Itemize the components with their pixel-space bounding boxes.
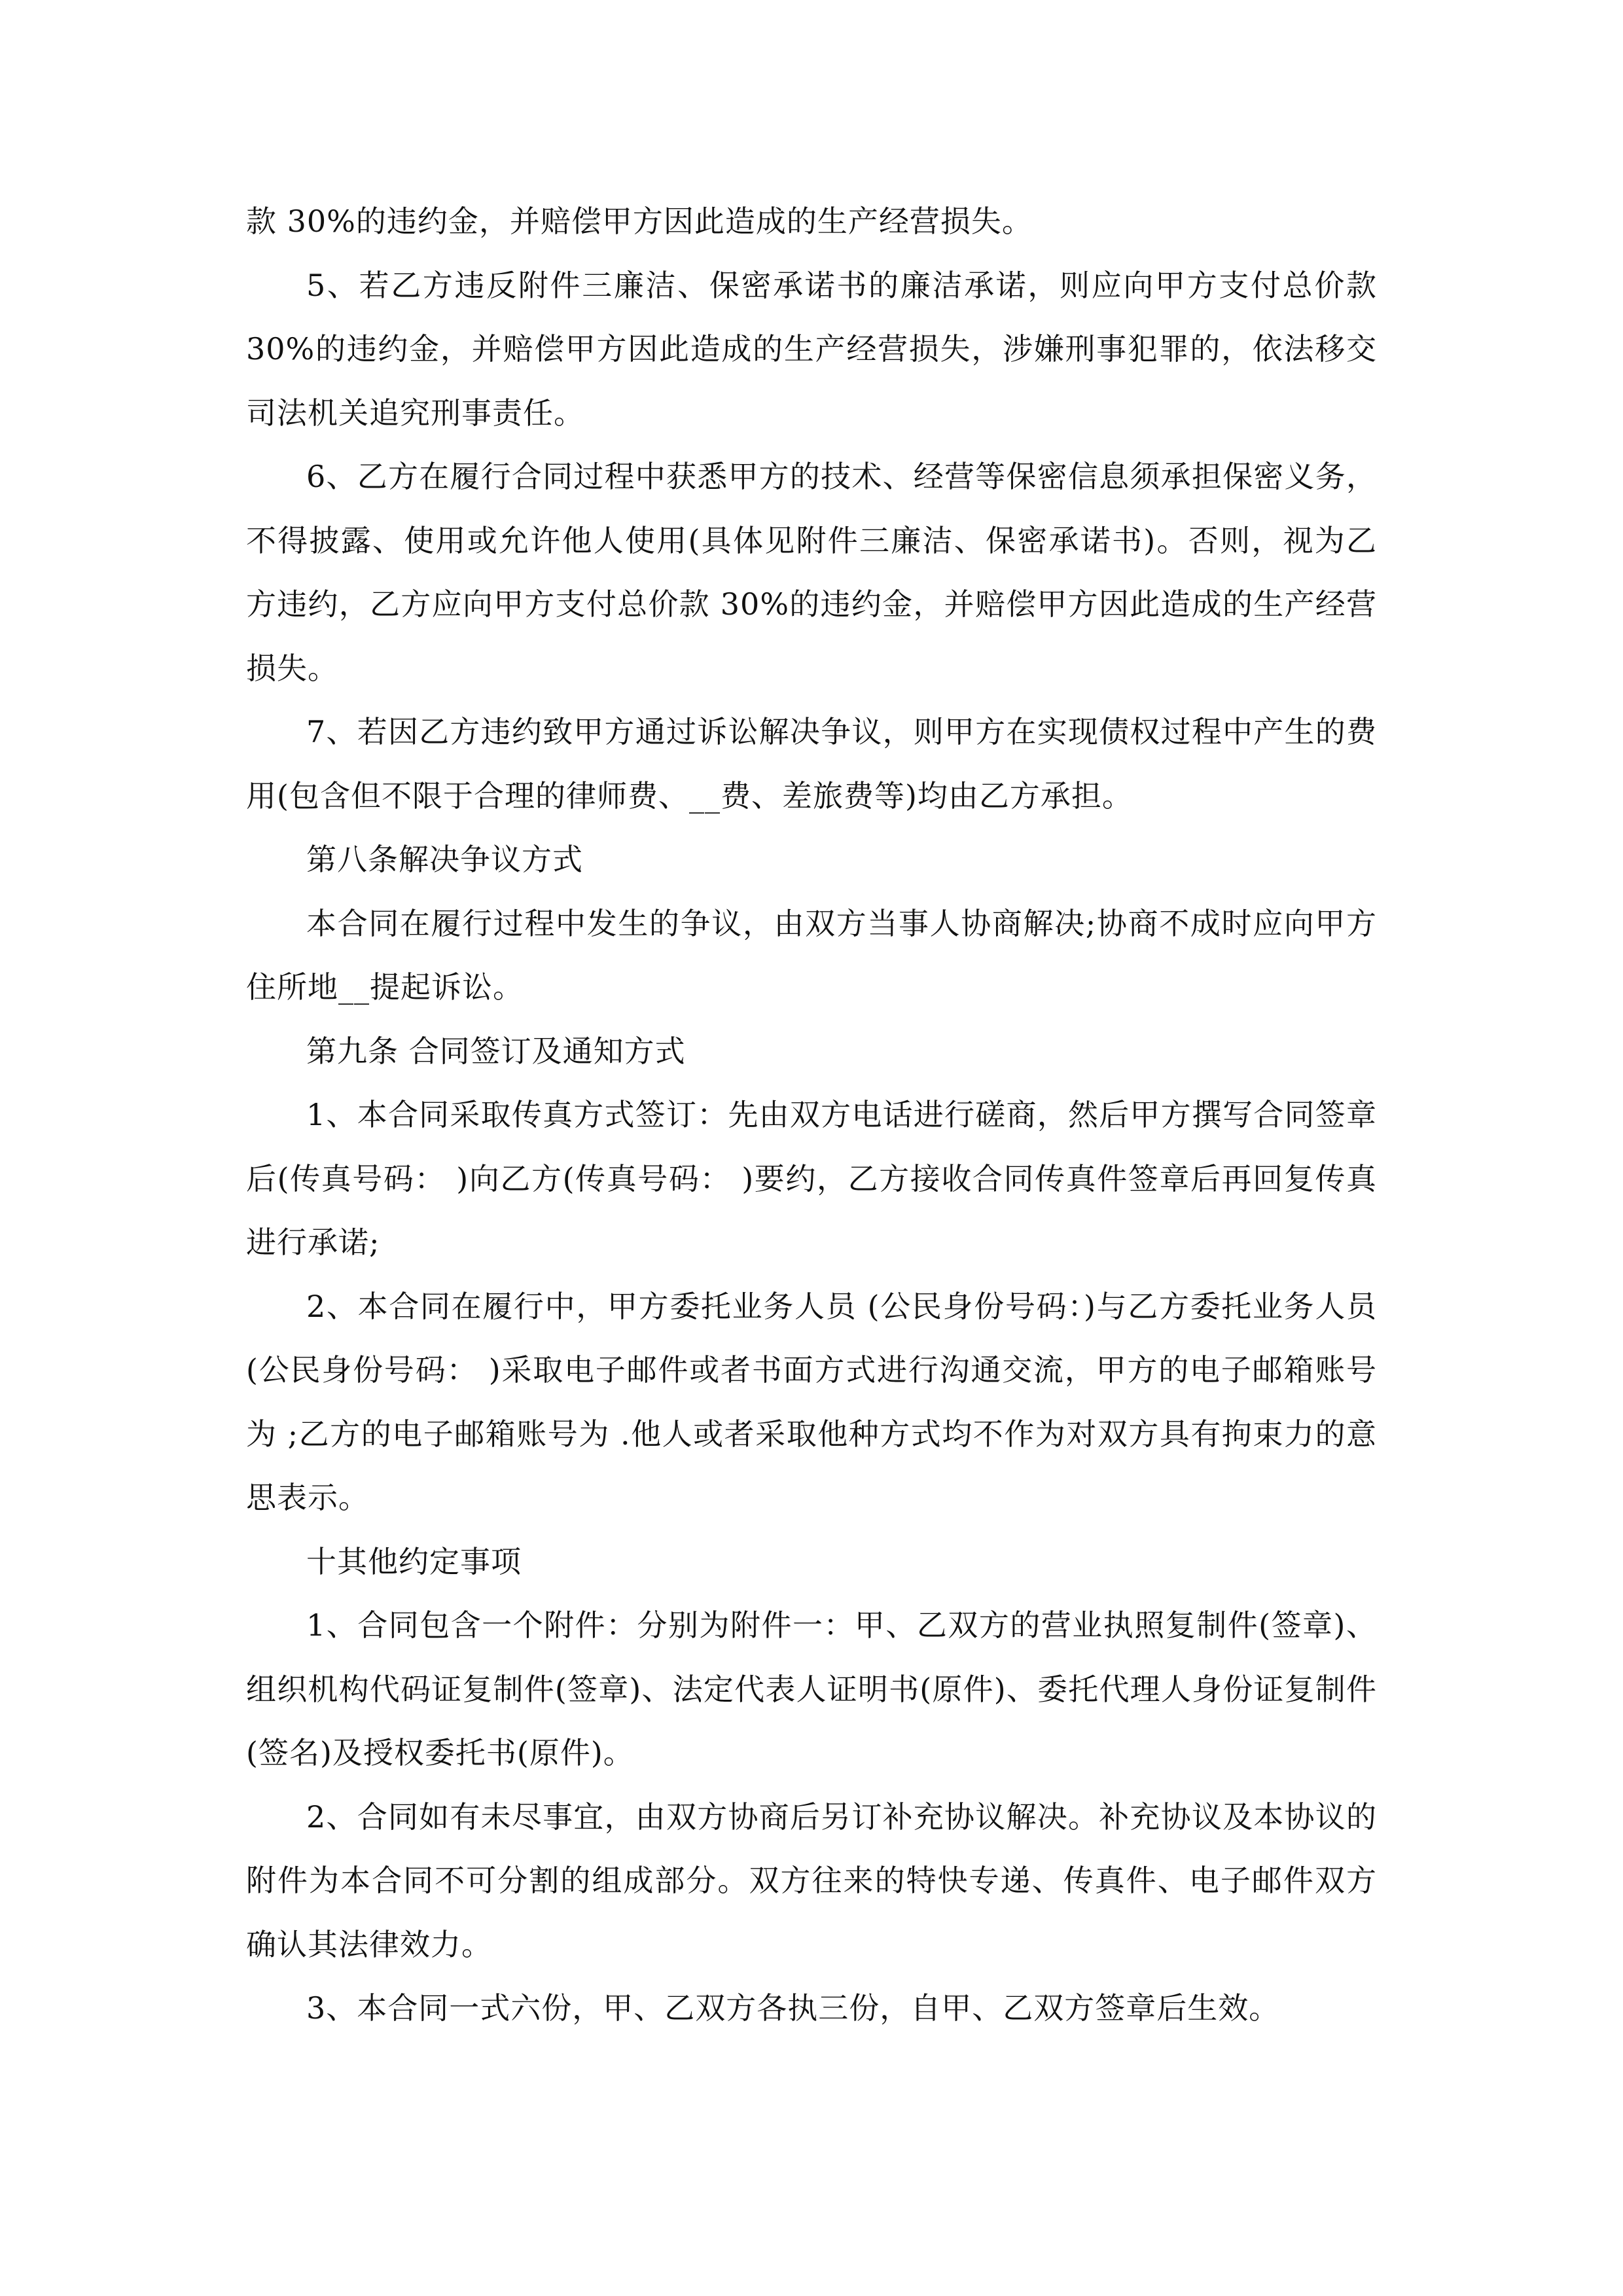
clause-6-paragraph: 6、乙方在履行合同过程中获悉甲方的技术、经营等保密信息须承担保密义务，不得披露、使用或允许他人使用(具体见附件三廉洁、保密承诺书)。否则，视为乙方违约，乙方应向甲方支付总价款 30%的违约金，并赔偿甲方因此造成的生产经营损失。 <box>246 459 1377 686</box>
clause-7-paragraph: 7、若因乙方违约致甲方通过诉讼解决争议，则甲方在实现债权过程中产生的费用(包含但不限于合理的律师费、__费、差旅费等)均由乙方承担。 <box>246 714 1377 814</box>
article-9-heading: 第九条 合同签订及通知方式 <box>306 1033 686 1069</box>
dispute-resolution-paragraph: 本合同在履行过程中发生的争议，由双方当事人协商解决;协商不成时应向甲方住所地__提起诉讼。 <box>246 905 1377 1005</box>
article-10-heading: 十其他约定事项 <box>306 1543 522 1579</box>
attachments-paragraph: 1、合同包含一个附件：分别为附件一：甲、乙双方的营业执照复制件(签章)、组织机构代码证复制件(签章)、法定代表人证明书(原件)、委托代理人身份证复制件(签名)及授权委托书(原件)。 <box>246 1607 1377 1770</box>
article-8-heading: 第八条解决争议方式 <box>306 842 583 877</box>
clause-5-paragraph: 5、若乙方违反附件三廉洁、保密承诺书的廉洁承诺，则应向甲方支付总价款 30%的违约金，并赔偿甲方因此造成的生产经营损失，涉嫌刑事犯罪的，依法移交司法机关追究刑事责任。 <box>246 267 1377 431</box>
notification-email-paragraph: 2、本合同在履行中，甲方委托业务人员 (公民身份号码：)与乙方委托业务人员 (公民身份号码： )采取电子邮件或者书面方式进行沟通交流，甲方的电子邮箱账号为 ;乙方的电子邮箱账号为 .他人或者采取他种方式均不作为对双方具有拘束力的意思表示。 <box>246 1288 1377 1515</box>
signing-fax-paragraph: 1、本合同采取传真方式签订：先由双方电话进行磋商，然后甲方撰写合同签章后(传真号码： )向乙方(传真号码： )要约，乙方接收合同传真件签章后再回复传真进行承诺; <box>246 1097 1377 1260</box>
document-body <box>246 190 1377 2041</box>
supplementary-agreement-paragraph: 2、合同如有未尽事宜，由双方协商后另订补充协议解决。补充协议及本协议的附件为本合同不可分割的组成部分。双方往来的特快专递、传真件、电子邮件双方确认其法律效力。 <box>246 1799 1377 1962</box>
paragraph-continuation: 款 30%的违约金，并赔偿甲方因此造成的生产经营损失。 <box>246 204 1033 239</box>
copies-effectiveness-paragraph: 3、本合同一式六份，甲、乙双方各执三份，自甲、乙双方签章后生效。 <box>306 1990 1280 2026</box>
